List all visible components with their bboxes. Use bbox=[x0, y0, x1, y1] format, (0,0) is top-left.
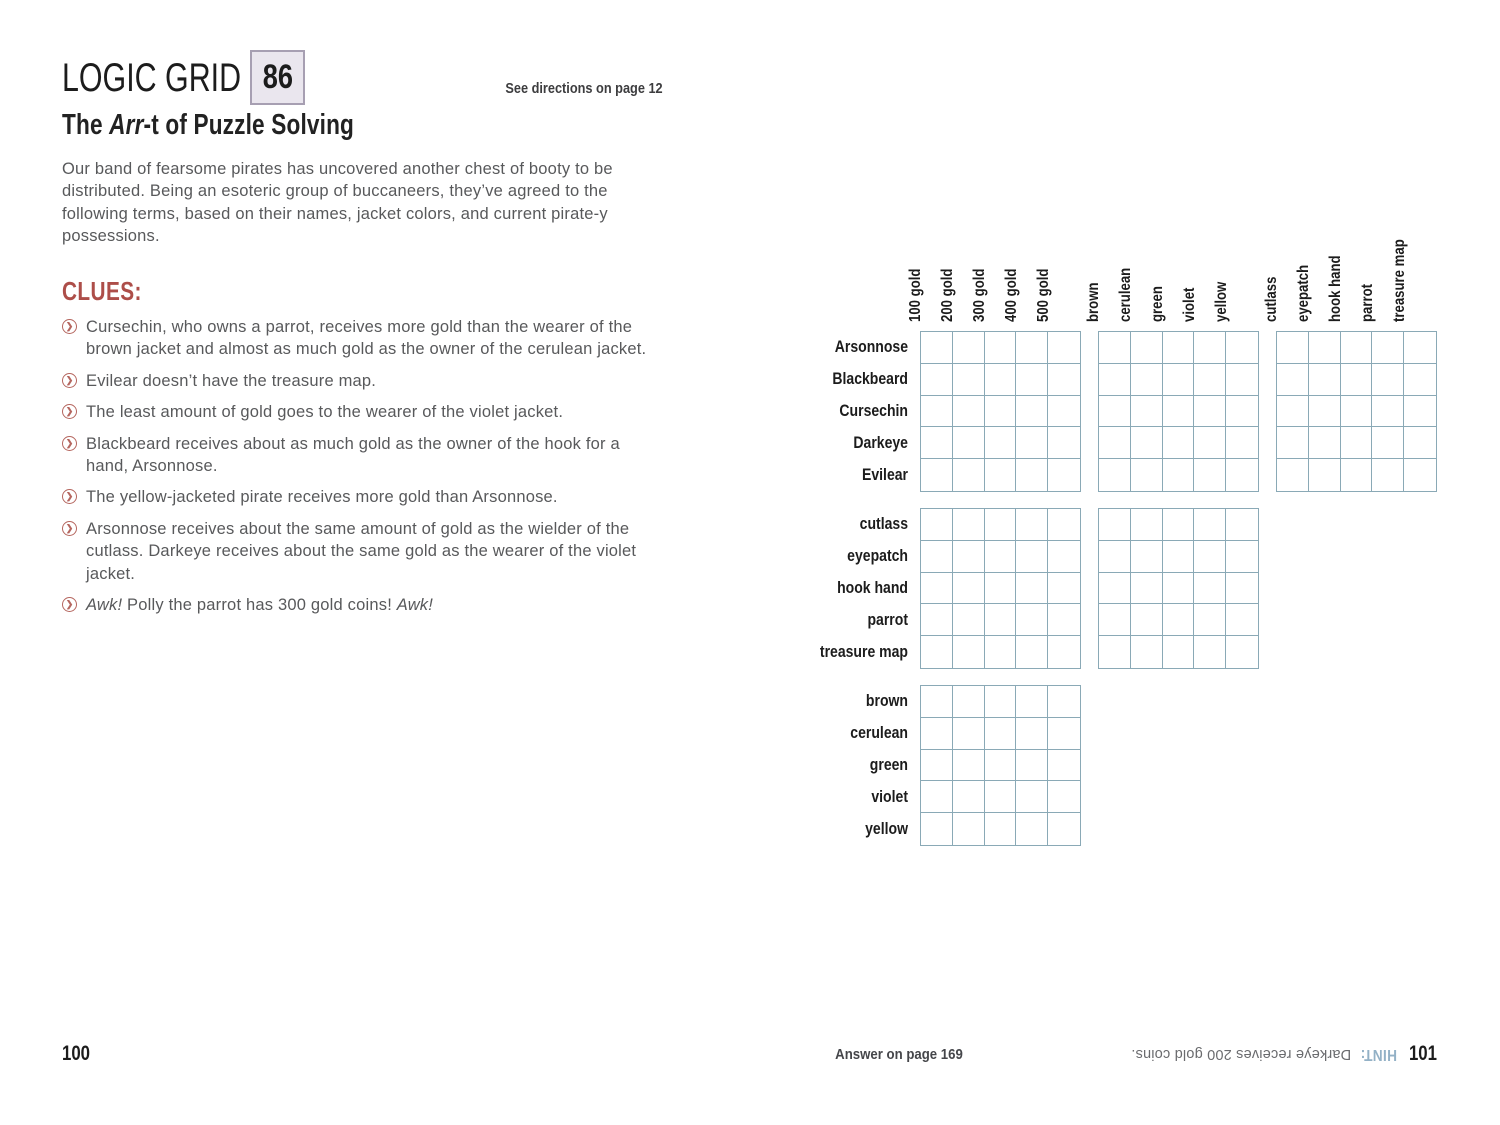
grid-cell[interactable] bbox=[1131, 509, 1163, 541]
grid-cell[interactable] bbox=[1309, 332, 1341, 364]
grid-cell[interactable] bbox=[1226, 604, 1258, 636]
grid-cell[interactable] bbox=[985, 427, 1017, 459]
grid-cell[interactable] bbox=[921, 573, 953, 605]
grid-cell[interactable] bbox=[1404, 427, 1436, 459]
puzzle-number: 86 bbox=[262, 58, 293, 96]
grid-cell[interactable] bbox=[953, 396, 985, 428]
grid-cell[interactable] bbox=[1226, 541, 1258, 573]
grid-cell[interactable] bbox=[1016, 396, 1048, 428]
grid-cell[interactable] bbox=[1016, 459, 1048, 491]
grid-cell[interactable] bbox=[1372, 364, 1404, 396]
chevron-right-circle-icon: ❯ bbox=[62, 373, 77, 388]
row-label-hook-hand: hook hand bbox=[837, 579, 908, 597]
grid-cell[interactable] bbox=[985, 332, 1017, 364]
col-label-500-gold: 500 gold bbox=[1035, 268, 1052, 322]
col-label-cerulean: cerulean bbox=[1117, 267, 1134, 322]
grid-cell[interactable] bbox=[985, 573, 1017, 605]
grid-cell[interactable] bbox=[1226, 332, 1258, 364]
hint-note bbox=[1085, 1043, 1397, 1065]
grid-cell[interactable] bbox=[1016, 604, 1048, 636]
page-number-left: 100 bbox=[62, 1042, 91, 1065]
row-label-Arsonnose: Arsonnose bbox=[834, 338, 908, 356]
grid-cell[interactable] bbox=[1048, 427, 1080, 459]
grid-cell[interactable] bbox=[1099, 427, 1131, 459]
grid-cell[interactable] bbox=[985, 750, 1017, 782]
grid-cell[interactable] bbox=[921, 396, 953, 428]
grid-cell[interactable] bbox=[1048, 541, 1080, 573]
grid-cell[interactable] bbox=[1048, 332, 1080, 364]
subtitle-italic: Arr bbox=[109, 109, 144, 141]
grid-cell[interactable] bbox=[921, 364, 953, 396]
grid-cell[interactable] bbox=[953, 686, 985, 718]
grid-cell[interactable] bbox=[1277, 332, 1309, 364]
grid-cell[interactable] bbox=[1194, 604, 1226, 636]
grid-cell[interactable] bbox=[1163, 427, 1195, 459]
grid-cell[interactable] bbox=[1099, 509, 1131, 541]
row-label-parrot: parrot bbox=[867, 611, 908, 629]
grid-block-pirates-gold bbox=[920, 331, 1081, 492]
grid-cell[interactable] bbox=[1131, 636, 1163, 668]
grid-block-possessions-gold bbox=[920, 508, 1081, 669]
col-label-parrot: parrot bbox=[1359, 283, 1376, 322]
grid-cell[interactable] bbox=[1016, 813, 1048, 845]
grid-cell[interactable] bbox=[921, 459, 953, 491]
grid-cell[interactable] bbox=[1048, 686, 1080, 718]
row-label-Evilear: Evilear bbox=[861, 466, 908, 484]
grid-cell[interactable] bbox=[1226, 459, 1258, 491]
clue-text: The least amount of gold goes to the wearer of the violet jacket. bbox=[86, 403, 564, 422]
page-title: LOGIC GRID bbox=[62, 56, 242, 100]
col-label-violet: violet bbox=[1181, 287, 1198, 322]
col-label-green: green bbox=[1149, 286, 1166, 322]
grid-cell[interactable] bbox=[1372, 396, 1404, 428]
grid-cell[interactable] bbox=[1131, 541, 1163, 573]
grid-cell[interactable] bbox=[1131, 427, 1163, 459]
grid-cell[interactable] bbox=[1099, 573, 1131, 605]
grid-cell[interactable] bbox=[1048, 573, 1080, 605]
chevron-right-circle-icon: ❯ bbox=[62, 319, 77, 334]
grid-cell[interactable] bbox=[1048, 750, 1080, 782]
grid-cell[interactable] bbox=[1341, 459, 1373, 491]
grid-cell[interactable] bbox=[1099, 396, 1131, 428]
grid-cell[interactable] bbox=[1016, 718, 1048, 750]
col-label-eyepatch: eyepatch bbox=[1295, 264, 1312, 322]
grid-cell[interactable] bbox=[1277, 396, 1309, 428]
grid-cell[interactable] bbox=[1341, 396, 1373, 428]
grid-cell[interactable] bbox=[1194, 427, 1226, 459]
grid-cell[interactable] bbox=[1194, 332, 1226, 364]
grid-block-pirates-possession bbox=[1276, 331, 1437, 492]
grid-cell[interactable] bbox=[1277, 427, 1309, 459]
grid-cell[interactable] bbox=[1194, 509, 1226, 541]
grid-cell[interactable] bbox=[1016, 750, 1048, 782]
grid-cell[interactable] bbox=[1404, 459, 1436, 491]
grid-cell[interactable] bbox=[985, 686, 1017, 718]
grid-cell[interactable] bbox=[1131, 364, 1163, 396]
row-label-brown: brown bbox=[865, 692, 908, 710]
grid-cell[interactable] bbox=[1131, 573, 1163, 605]
row-label-cerulean: cerulean bbox=[850, 724, 908, 742]
subtitle-post: -t of Puzzle Solving bbox=[143, 109, 355, 141]
grid-cell[interactable] bbox=[1404, 396, 1436, 428]
grid-cell[interactable] bbox=[985, 509, 1017, 541]
grid-cell[interactable] bbox=[953, 813, 985, 845]
grid-cell[interactable] bbox=[921, 813, 953, 845]
grid-cell[interactable] bbox=[921, 427, 953, 459]
grid-cell[interactable] bbox=[985, 396, 1017, 428]
answer-note: Answer on page 169 bbox=[835, 1046, 963, 1063]
chevron-right-circle-icon: ❯ bbox=[62, 597, 77, 612]
grid-cell[interactable] bbox=[953, 427, 985, 459]
chevron-right-circle-icon: ❯ bbox=[62, 436, 77, 451]
grid-block-pirates-jacket bbox=[1098, 331, 1259, 492]
row-label-violet: violet bbox=[871, 788, 908, 806]
grid-cell[interactable] bbox=[1277, 364, 1309, 396]
grid-cell[interactable] bbox=[1194, 459, 1226, 491]
row-label-Blackbeard: Blackbeard bbox=[832, 370, 908, 388]
grid-cell[interactable] bbox=[921, 332, 953, 364]
grid-cell[interactable] bbox=[1194, 636, 1226, 668]
grid-cell[interactable] bbox=[1341, 364, 1373, 396]
hint-label: HINT: bbox=[1360, 1046, 1397, 1063]
clue-text: Evilear doesn’t have the treasure map. bbox=[86, 371, 377, 390]
grid-cell[interactable] bbox=[985, 541, 1017, 573]
grid-cell[interactable] bbox=[953, 541, 985, 573]
grid-cell[interactable] bbox=[1163, 573, 1195, 605]
grid-cell[interactable] bbox=[1131, 396, 1163, 428]
grid-cell[interactable] bbox=[1016, 686, 1048, 718]
grid-cell[interactable] bbox=[1404, 364, 1436, 396]
grid-cell[interactable] bbox=[1163, 541, 1195, 573]
row-label-green: green bbox=[869, 756, 908, 774]
grid-cell[interactable] bbox=[921, 509, 953, 541]
chevron-right-circle-icon: ❯ bbox=[62, 404, 77, 419]
grid-cell[interactable] bbox=[1309, 396, 1341, 428]
clue-text: Blackbeard receives about as much gold as the owner of the hook for a hand, Arsonnose. bbox=[86, 434, 620, 476]
grid-cell[interactable] bbox=[1048, 636, 1080, 668]
grid-cell[interactable] bbox=[953, 573, 985, 605]
grid-cell[interactable] bbox=[953, 459, 985, 491]
grid-cell[interactable] bbox=[985, 636, 1017, 668]
grid-cell[interactable] bbox=[1194, 573, 1226, 605]
grid-cell[interactable] bbox=[953, 636, 985, 668]
row-label-treasure-map: treasure map bbox=[819, 643, 908, 661]
grid-cell[interactable] bbox=[1226, 509, 1258, 541]
clue-text: Awk! Polly the parrot has 300 gold coins! Awk! bbox=[86, 596, 434, 615]
grid-cell[interactable] bbox=[1048, 718, 1080, 750]
row-label-yellow: yellow bbox=[865, 820, 908, 838]
grid-cell[interactable] bbox=[953, 604, 985, 636]
grid-block-jackets-gold bbox=[920, 685, 1081, 846]
col-label-300-gold: 300 gold bbox=[971, 268, 988, 322]
grid-cell[interactable] bbox=[1016, 427, 1048, 459]
grid-cell[interactable] bbox=[1131, 604, 1163, 636]
grid-cell[interactable] bbox=[921, 686, 953, 718]
grid-cell[interactable] bbox=[953, 781, 985, 813]
grid-cell[interactable] bbox=[1048, 813, 1080, 845]
grid-cell[interactable] bbox=[1163, 636, 1195, 668]
grid-cell[interactable] bbox=[953, 364, 985, 396]
grid-cell[interactable] bbox=[1163, 364, 1195, 396]
chevron-right-circle-icon: ❯ bbox=[62, 489, 77, 504]
grid-cell[interactable] bbox=[985, 364, 1017, 396]
grid-cell[interactable] bbox=[1163, 509, 1195, 541]
grid-cell[interactable] bbox=[953, 332, 985, 364]
grid-cell[interactable] bbox=[1372, 459, 1404, 491]
grid-cell[interactable] bbox=[1194, 364, 1226, 396]
grid-cell[interactable] bbox=[1309, 459, 1341, 491]
grid-cell[interactable] bbox=[985, 459, 1017, 491]
grid-cell[interactable] bbox=[985, 813, 1017, 845]
grid-cell[interactable] bbox=[1099, 604, 1131, 636]
grid-cell[interactable] bbox=[1048, 604, 1080, 636]
grid-cell[interactable] bbox=[1099, 459, 1131, 491]
grid-cell[interactable] bbox=[921, 750, 953, 782]
grid-cell[interactable] bbox=[1226, 636, 1258, 668]
grid-cell[interactable] bbox=[953, 509, 985, 541]
grid-cell[interactable] bbox=[1226, 427, 1258, 459]
clue-text: Cursechin, who owns a parrot, receives more gold than the wearer of the brown jacket and almost as much gold as the owner of the cerulean jacket. bbox=[86, 318, 647, 359]
grid-cell[interactable] bbox=[1048, 509, 1080, 541]
grid-cell[interactable] bbox=[921, 541, 953, 573]
row-label-cutlass: cutlass bbox=[859, 515, 908, 533]
directions-note: See directions on page 12 bbox=[505, 80, 663, 97]
grid-cell[interactable] bbox=[985, 781, 1017, 813]
intro-paragraph: Our band of fearsome pirates has uncovered another chest of booty to be distributed. Being an esoteric group of buccaneers, they’ve agreed to the following terms, based on their names, jacket colors, and current pirate-y possessions. bbox=[62, 160, 613, 246]
clue-text: The yellow-jacketed pirate receives more gold than Arsonnose. bbox=[86, 488, 558, 507]
grid-cell[interactable] bbox=[1048, 396, 1080, 428]
grid-cell[interactable] bbox=[1048, 364, 1080, 396]
grid-cell[interactable] bbox=[1099, 332, 1131, 364]
grid-cell[interactable] bbox=[1194, 396, 1226, 428]
grid-cell[interactable] bbox=[1226, 364, 1258, 396]
col-label-100-gold: 100 gold bbox=[907, 268, 924, 322]
grid-cell[interactable] bbox=[1016, 364, 1048, 396]
grid-cell[interactable] bbox=[1131, 332, 1163, 364]
grid-cell[interactable] bbox=[1277, 459, 1309, 491]
grid-cell[interactable] bbox=[1372, 332, 1404, 364]
grid-cell[interactable] bbox=[1341, 332, 1373, 364]
grid-cell[interactable] bbox=[953, 750, 985, 782]
col-label-cutlass: cutlass bbox=[1263, 276, 1280, 322]
grid-cell[interactable] bbox=[921, 636, 953, 668]
grid-cell[interactable] bbox=[1163, 459, 1195, 491]
grid-cell[interactable] bbox=[1016, 541, 1048, 573]
subtitle-pre: The bbox=[62, 109, 110, 141]
grid-cell[interactable] bbox=[1016, 573, 1048, 605]
row-label-eyepatch: eyepatch bbox=[847, 547, 908, 565]
grid-cell[interactable] bbox=[921, 718, 953, 750]
grid-cell[interactable] bbox=[953, 718, 985, 750]
grid-cell[interactable] bbox=[1163, 604, 1195, 636]
grid-cell[interactable] bbox=[1099, 636, 1131, 668]
grid-cell[interactable] bbox=[985, 718, 1017, 750]
grid-cell[interactable] bbox=[1226, 396, 1258, 428]
grid-cell[interactable] bbox=[1099, 364, 1131, 396]
grid-cell[interactable] bbox=[1163, 332, 1195, 364]
grid-cell[interactable] bbox=[1131, 459, 1163, 491]
grid-cell[interactable] bbox=[1048, 781, 1080, 813]
col-label-400-gold: 400 gold bbox=[1003, 268, 1020, 322]
grid-cell[interactable] bbox=[1341, 427, 1373, 459]
grid-cell[interactable] bbox=[1309, 427, 1341, 459]
col-label-hook-hand: hook hand bbox=[1327, 255, 1344, 322]
row-label-Cursechin: Cursechin bbox=[839, 402, 908, 420]
clue-text: Arsonnose receives about the same amount of gold as the wielder of the cutlass. Darkeye receives about the same gold as the wearer of the violet jacket. bbox=[86, 519, 637, 583]
grid-cell[interactable] bbox=[1163, 396, 1195, 428]
grid-cell[interactable] bbox=[1194, 541, 1226, 573]
grid-cell[interactable] bbox=[1404, 332, 1436, 364]
grid-cell[interactable] bbox=[1226, 573, 1258, 605]
grid-cell[interactable] bbox=[1048, 459, 1080, 491]
grid-cell[interactable] bbox=[1016, 332, 1048, 364]
hint-text: Darkeye receives 200 gold coins. bbox=[1131, 1046, 1356, 1062]
row-label-Darkeye: Darkeye bbox=[853, 434, 908, 452]
grid-cell[interactable] bbox=[1016, 781, 1048, 813]
col-label-200-gold: 200 gold bbox=[939, 268, 956, 322]
grid-cell[interactable] bbox=[1309, 364, 1341, 396]
grid-block-possessions-jacket bbox=[1098, 508, 1259, 669]
chevron-right-circle-icon: ❯ bbox=[62, 521, 77, 536]
grid-cell[interactable] bbox=[921, 604, 953, 636]
col-label-brown: brown bbox=[1085, 282, 1102, 322]
grid-cell[interactable] bbox=[1016, 509, 1048, 541]
page-number-right: 101 bbox=[1408, 1042, 1437, 1065]
grid-cell[interactable] bbox=[985, 604, 1017, 636]
col-label-treasure-map: treasure map bbox=[1391, 239, 1408, 322]
grid-cell[interactable] bbox=[1099, 541, 1131, 573]
grid-cell[interactable] bbox=[921, 781, 953, 813]
col-label-yellow: yellow bbox=[1213, 281, 1230, 322]
clues-heading: CLUES: bbox=[62, 276, 142, 306]
grid-cell[interactable] bbox=[1016, 636, 1048, 668]
grid-cell[interactable] bbox=[1372, 427, 1404, 459]
